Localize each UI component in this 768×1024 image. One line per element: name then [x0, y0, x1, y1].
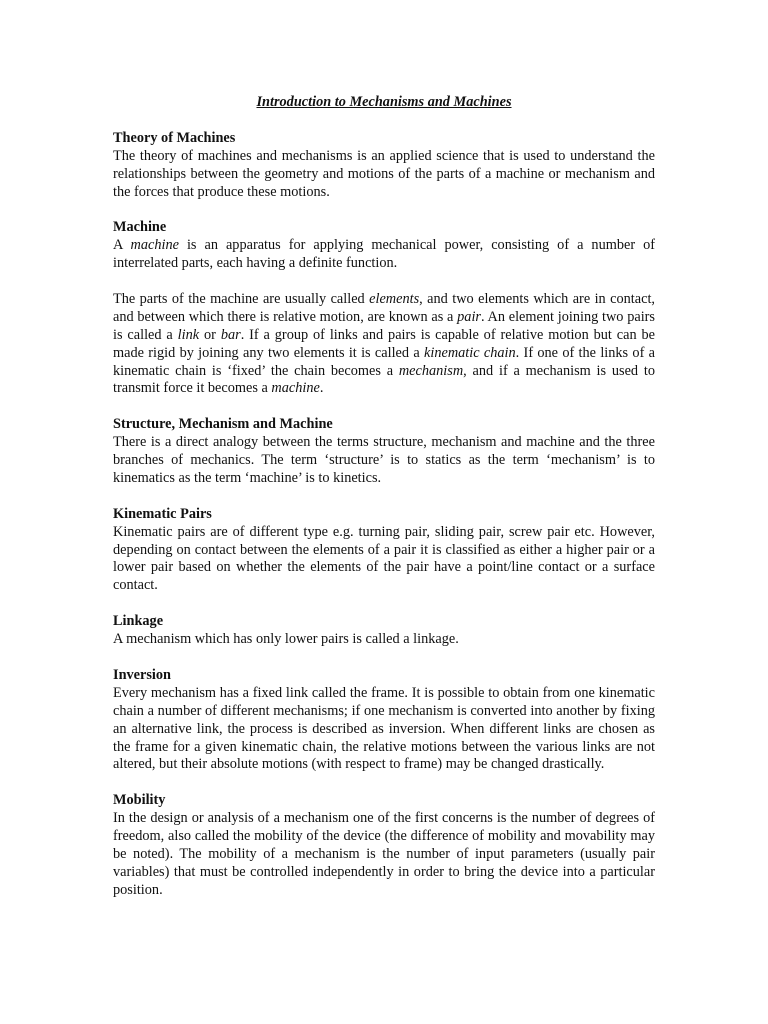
italic-term: kinematic chain: [424, 344, 516, 361]
italic-term: mechanism: [398, 362, 464, 379]
text-run: . An element joining two pairs is called a: [113, 308, 655, 343]
section-heading: Mobility: [113, 792, 166, 809]
text-run: There is a direct analogy between the terms structure, mechanism and machine and the three branches of mechanics. The term ‘structure’ is to statics as the term ‘mechanism’ is to kinematics as the term ‘machine’ is to kinetics.: [113, 434, 655, 486]
section-heading: Inversion: [113, 666, 171, 683]
section-heading: Machine: [113, 219, 167, 236]
section-paragraph: [113, 524, 655, 596]
section-paragraph: [113, 291, 655, 398]
section-heading: Structure, Mechanism and Machine: [113, 416, 333, 433]
text-run: In the design or analysis of a mechanism one of the first concerns is the number of degrees of freedom, also called the mobility of the device (the difference of mobility and movability may be noted). The mobility of a mechanism is the number of input parameters (usually pair variables) that must be controlled independently in order to bring the device into a particular position.: [113, 810, 655, 898]
italic-term: bar: [220, 326, 241, 343]
text-run: Kinematic pairs are of different type e.g. turning pair, sliding pair, screw pair etc. However, depending on contact between the elements of a pair it is classified as either a higher pair or a lower pair based on whether the elements of the pair have a point/line contact or a surface contact.: [113, 523, 655, 594]
text-run: A mechanism which has only lower pairs is called a linkage.: [113, 631, 459, 648]
text-run: Every mechanism has a fixed link called the frame. It is possible to obtain from one kinematic chain a number of different mechanisms; if one mechanism is converted into another by fixing an alternative link, the process is described as inversion. When different links are chosen as the frame for a given kinematic chain, the relative motions between the various links are not altered, but their absolute motions (with respect to frame) may be changed drastically.: [113, 684, 655, 773]
italic-term: machine: [271, 380, 320, 397]
text-run: is an apparatus for applying mechanical power, consisting of a number of interrelated parts, each having a definite function.: [113, 237, 655, 272]
text-run: . If one of the links of a kinematic chain is ‘fixed’ the chain becomes a: [113, 344, 655, 379]
document-body: [113, 130, 655, 900]
section-mobility: [113, 792, 655, 899]
section-kinematic-pairs: [113, 506, 655, 596]
section-structure-mechanism-and-machine: [113, 416, 655, 488]
section-linkage: [113, 613, 655, 649]
text-run: .: [319, 380, 324, 397]
section-theory-of-machines: [113, 130, 655, 202]
section-heading: Kinematic Pairs: [113, 505, 212, 522]
italic-term: pair: [457, 308, 481, 325]
section-paragraph: [113, 148, 655, 202]
section-paragraph: [113, 631, 655, 649]
section-paragraph: [113, 685, 655, 775]
text-run: , and two elements which are in contact, and between which there is relative motion, are known as a: [113, 290, 655, 325]
text-run: A: [113, 237, 131, 254]
text-run: The theory of machines and mechanisms is an applied science that is used to understand the relationships between the geometry and motions of the parts of a machine or mechanism and the forces that produce these motions.: [113, 147, 655, 200]
italic-term: link: [177, 326, 200, 343]
document-title: Introduction to Mechanisms and Machines: [256, 94, 512, 110]
text-run: . If a group of links and pairs is capable of relative motion but can be made rigid by joining any two elements it is called a: [113, 326, 655, 361]
section-paragraph: [113, 810, 655, 900]
text-run: , and if a mechanism is used to transmit force it becomes a: [113, 362, 655, 397]
section-paragraph: [113, 434, 655, 488]
italic-term: elements: [369, 290, 420, 307]
document-page: [113, 94, 655, 918]
text-run: The parts of the machine are usually called: [113, 290, 370, 307]
section-inversion: [113, 667, 655, 774]
text-run: or: [199, 326, 221, 343]
section-heading: Theory of Machines: [113, 129, 236, 146]
section-machine: [113, 219, 655, 398]
section-heading: Linkage: [113, 613, 164, 630]
section-paragraph: [113, 237, 655, 273]
italic-term: machine: [130, 237, 179, 254]
